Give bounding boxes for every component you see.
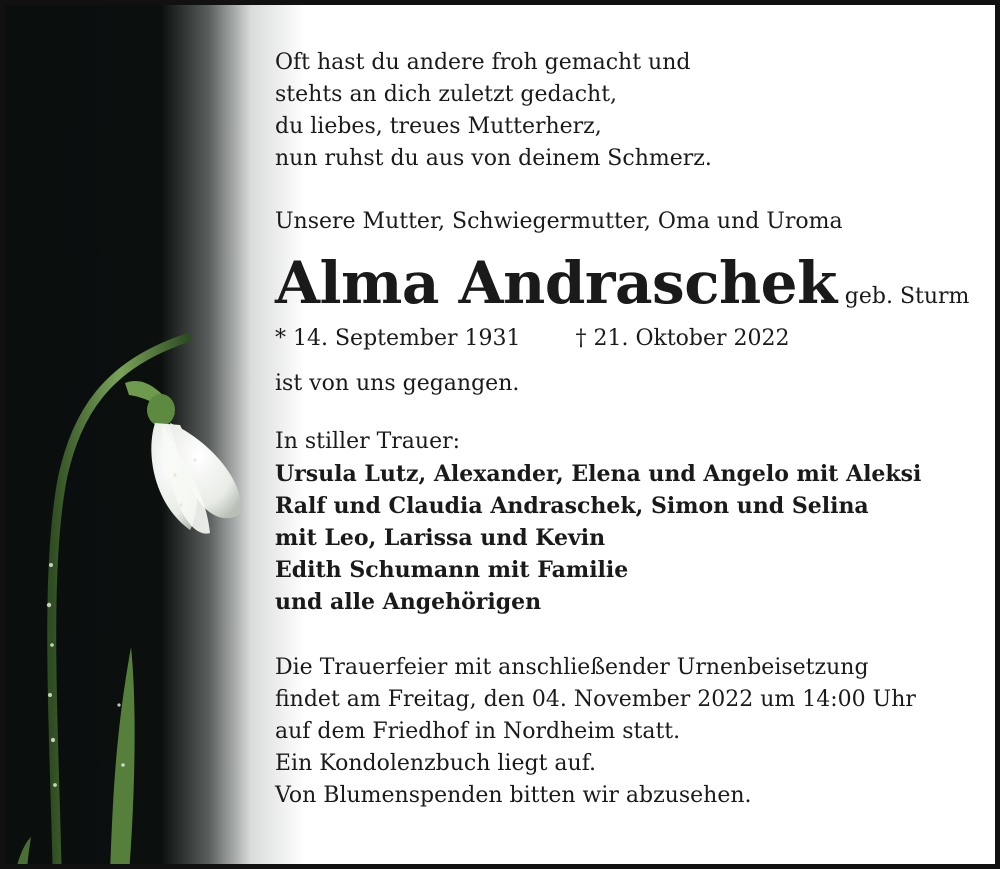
funeral-line: Von Blumenspenden bitten wir abzusehen. xyxy=(275,783,752,808)
snowdrop-illustration xyxy=(5,5,305,869)
deceased-name: Alma Andraschek xyxy=(275,249,837,317)
poem-line: nun ruhst du aus von deinem Schmerz. xyxy=(275,146,712,171)
passed-away-line xyxy=(275,368,519,400)
funeral-line: findet am Freitag, den 04. November 2022 um 14:00 Uhr xyxy=(275,687,916,712)
mourner-line: Ralf und Claudia Andraschek, Simon und Selina xyxy=(275,493,869,519)
poem-line: stehts an dich zuletzt gedacht, xyxy=(275,82,618,107)
funeral-line: Ein Kondolenzbuch liegt auf. xyxy=(275,751,597,776)
birth-date: * 14. September 1931 xyxy=(275,326,521,351)
poem-line: du liebes, treues Mutterherz, xyxy=(275,114,602,139)
mourning-section xyxy=(275,426,921,618)
mourners-list xyxy=(275,458,921,618)
poem-line: Oft hast du andere froh gemacht und xyxy=(275,50,691,75)
flower-ovary xyxy=(147,394,175,426)
funeral-line: auf dem Friedhof in Nordheim statt. xyxy=(275,719,681,744)
intro-line xyxy=(275,206,843,238)
funeral-line: Die Trauerfeier mit anschließender Urnenbeisetzung xyxy=(275,655,869,680)
mourner-line: Edith Schumann mit Familie xyxy=(275,557,629,583)
mourner-line: und alle Angehörigen xyxy=(275,589,542,615)
funeral-info xyxy=(275,652,916,812)
poem xyxy=(275,47,712,175)
passed-text: ist von uns gegangen. xyxy=(275,371,520,396)
life-dates xyxy=(275,323,790,355)
intro-text: Unsere Mutter, Schwiegermutter, Oma und Uroma xyxy=(275,209,843,234)
mourning-heading: In stiller Trauer: xyxy=(275,429,461,454)
mourner-line: mit Leo, Larissa und Kevin xyxy=(275,525,606,551)
deceased-name-row xyxy=(275,251,969,315)
mourner-line: Ursula Lutz, Alexander, Elena und Angelo mit Aleksi xyxy=(275,461,922,487)
maiden-name: geb. Sturm xyxy=(844,284,970,309)
death-date: † 21. Oktober 2022 xyxy=(575,326,790,351)
